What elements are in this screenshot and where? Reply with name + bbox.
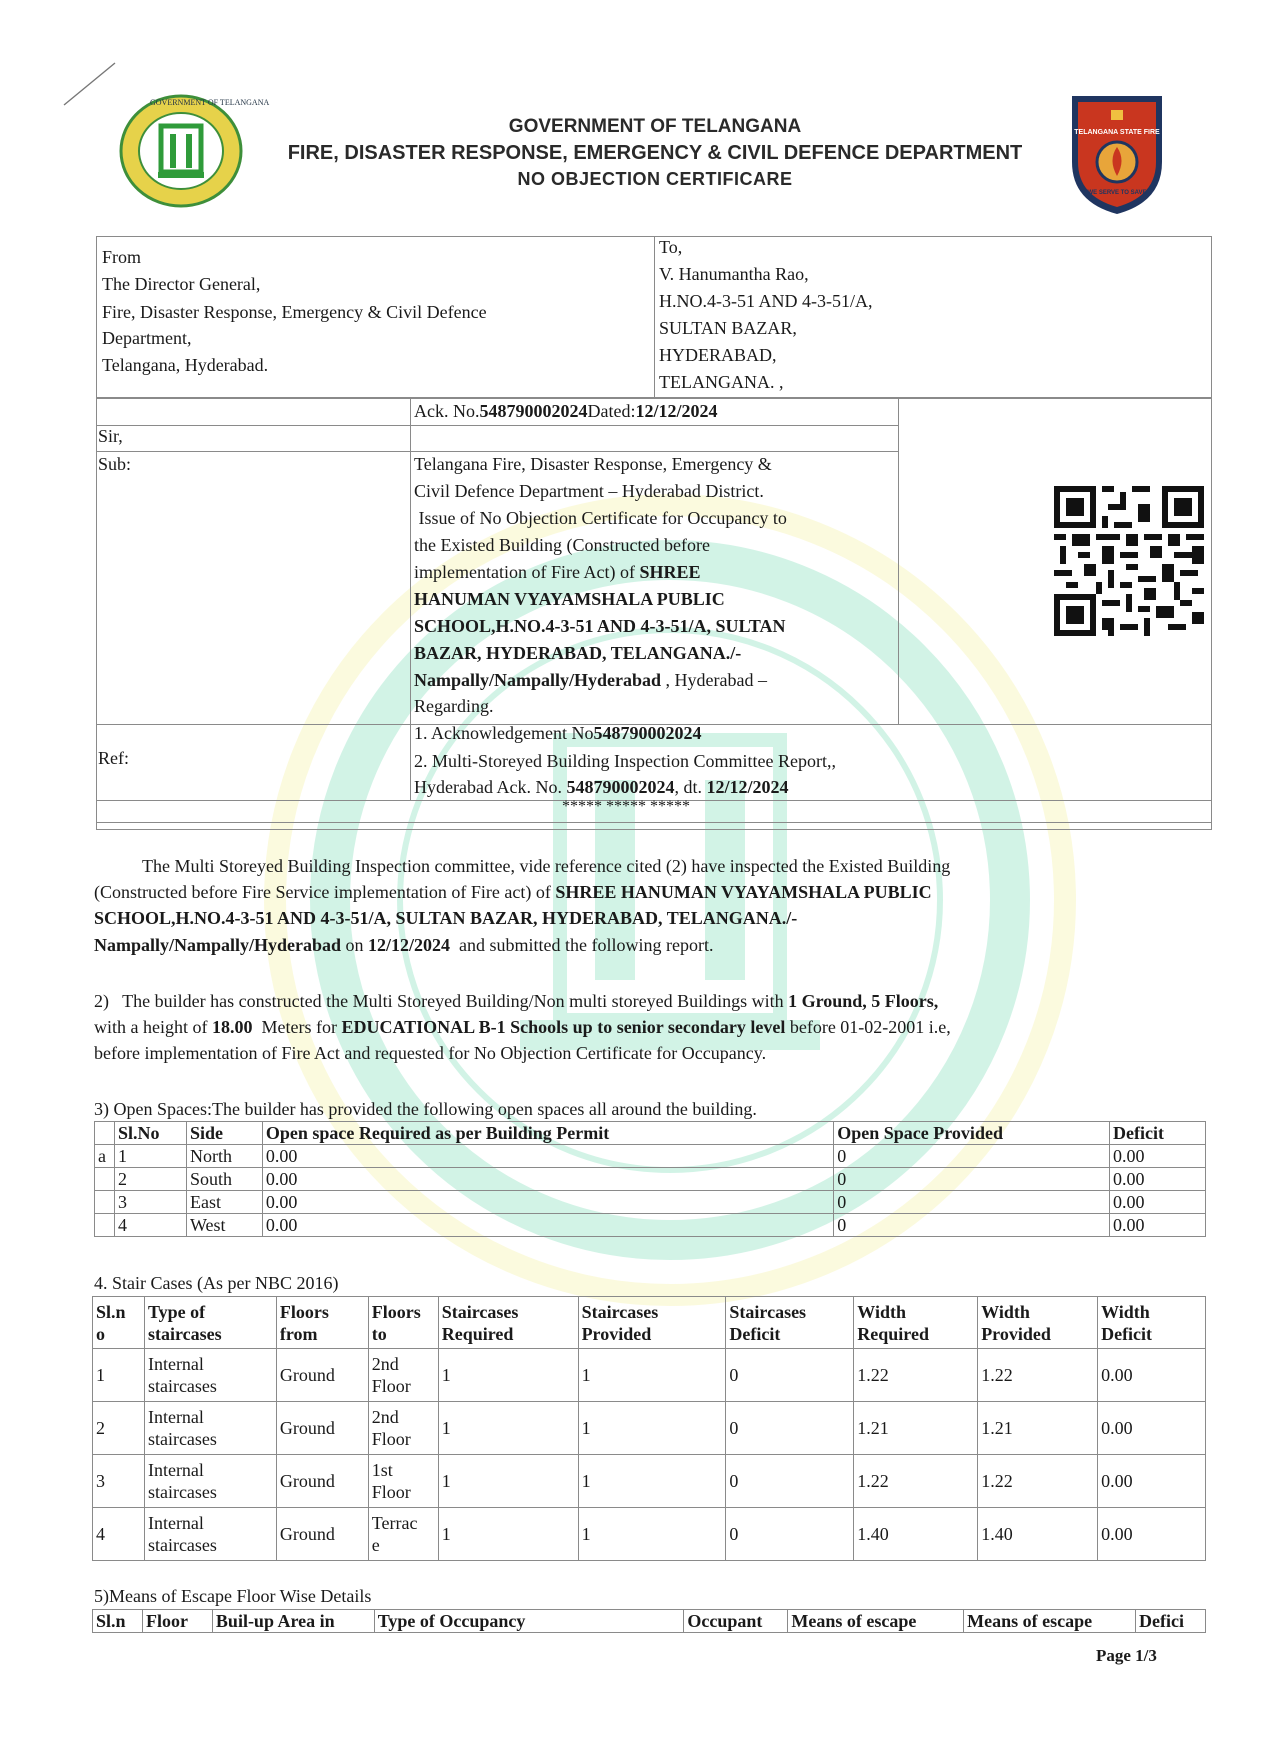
table-cell [276, 1402, 368, 1455]
header-cell: Floor [142, 1610, 212, 1633]
to-line-4: HYDERABAD, [659, 345, 777, 365]
table-cell: 0.00 [1110, 1214, 1206, 1237]
table-row [95, 1191, 1206, 1214]
cell-line: 1 [441, 1365, 451, 1385]
cell-line: 1 [96, 1365, 105, 1385]
left-emblem-text: GOVERNMENT OF TELANGANA [150, 98, 270, 107]
cell-line: 1.22 [981, 1471, 1013, 1491]
staircases-heading: 4. Stair Cases (As per NBC 2016) [94, 1273, 339, 1293]
escape-table [92, 1609, 1206, 1633]
table-cell: 0 [834, 1168, 1110, 1191]
header-cell [726, 1297, 854, 1349]
cell-line: 1.40 [981, 1524, 1013, 1544]
header-cell: Occupant [684, 1610, 788, 1633]
cell-line: 0 [729, 1471, 739, 1491]
cell-line: Ground [279, 1471, 335, 1491]
cell-line: 1 [441, 1524, 451, 1544]
table-cell: 0 [834, 1191, 1110, 1214]
header-cell: Means of escape [964, 1610, 1136, 1633]
table-cell [438, 1402, 578, 1455]
subject-line-7: Regarding. [414, 696, 494, 716]
table-cell: 2 [114, 1168, 186, 1191]
table-cell [726, 1349, 854, 1402]
cell-line: 1.21 [981, 1418, 1013, 1438]
cell-line: Required [857, 1323, 929, 1344]
table-cell [854, 1455, 978, 1508]
from-line-2: Fire, Disaster Response, Emergency & Civil Defence [102, 302, 487, 322]
certificate-title: NO OBJECTION CERTIFICARE [517, 169, 793, 189]
cell-line: o [96, 1323, 105, 1344]
from-line-1: The Director General, [102, 274, 261, 294]
table-cell [1098, 1349, 1206, 1402]
cell-line: Provided [981, 1323, 1051, 1344]
table-cell: North [186, 1145, 262, 1168]
table-cell [854, 1349, 978, 1402]
cell-line: 0.00 [1101, 1365, 1133, 1385]
table-cell [578, 1508, 726, 1561]
open-spaces-heading: 3) Open Spaces:The builder has provided the following open spaces all around the building. [94, 1099, 757, 1119]
header-cell [854, 1297, 978, 1349]
row-marker: a [95, 1145, 115, 1168]
cell-line: 1 [581, 1365, 591, 1385]
rule [96, 822, 1212, 823]
subject-line-3: Issue of No Objection Certificate for Occupancy to [414, 508, 787, 528]
subject-bold-2: SCHOOL,H.NO.4-3-51 AND 4-3-51/A, SULTAN [414, 616, 786, 636]
staircases-table [92, 1296, 1206, 1561]
cell-line: e [371, 1535, 380, 1555]
address-divider [654, 236, 655, 398]
subject-line-6: Nampally/Nampally/Hyderabad , Hyderabad – [414, 670, 767, 690]
ref-line-1: 1. Acknowledgement No548790002024 [414, 723, 702, 743]
header-cell: Deficit [1110, 1122, 1206, 1145]
table-cell [578, 1455, 726, 1508]
rule [96, 425, 898, 426]
table-cell [854, 1402, 978, 1455]
cell-line: Ground [279, 1418, 335, 1438]
cell-line: 1 [441, 1418, 451, 1438]
header-cell [368, 1297, 438, 1349]
cell-line: 1.40 [857, 1524, 889, 1544]
table-cell [144, 1455, 276, 1508]
cell-line: 2nd [371, 1354, 399, 1374]
cell-line: Ground [279, 1524, 335, 1544]
cell-line: staircases [147, 1323, 222, 1344]
table-cell [368, 1455, 438, 1508]
header-cell: Buil-up Area in [212, 1610, 374, 1633]
label-column-divider [410, 398, 411, 800]
separator-stars: ***** ***** ***** [562, 798, 690, 815]
cell-line: 2nd [371, 1407, 399, 1427]
header-cell: Defici [1135, 1610, 1205, 1633]
header-cell: Sl.No [114, 1122, 186, 1145]
cell-line: to [371, 1323, 387, 1344]
table-cell [276, 1349, 368, 1402]
header-cell: Type of Occupancy [374, 1610, 684, 1633]
para1-line-3: SCHOOL,H.NO.4-3-51 AND 4-3-51/A, SULTAN BAZAR, HYDERABAD, TELANGANA./- [94, 908, 798, 928]
cell-line: Staircases [441, 1301, 519, 1322]
cell-line: 3 [96, 1471, 105, 1491]
table-header-row [93, 1297, 1206, 1349]
open-spaces-table [94, 1121, 1206, 1237]
header-cell: Means of escape [788, 1610, 964, 1633]
cell-line: Deficit [729, 1323, 781, 1344]
department-title: FIRE, DISASTER RESPONSE, EMERGENCY & CIVIL DEFENCE DEPARTMENT [287, 142, 1023, 164]
cell-line: staircases [147, 1429, 217, 1449]
cell-line: from [279, 1323, 318, 1344]
to-label: To, [659, 237, 683, 257]
table-cell: 0.00 [262, 1214, 833, 1237]
table-cell [438, 1455, 578, 1508]
table-cell [726, 1508, 854, 1561]
header-cell [1098, 1297, 1206, 1349]
table-cell [978, 1455, 1098, 1508]
to-line-3: SULTAN BAZAR, [659, 318, 797, 338]
table-cell [276, 1455, 368, 1508]
cell-line: Internal [147, 1460, 204, 1480]
table-cell: 0.00 [1110, 1191, 1206, 1214]
cell-line: 0 [729, 1365, 739, 1385]
cell-line: Internal [147, 1407, 204, 1427]
subject-line-4: the Existed Building (Constructed before [414, 535, 710, 555]
table-cell [978, 1402, 1098, 1455]
subject-bold-1: HANUMAN VYAYAMSHALA PUBLIC [414, 589, 725, 609]
subject-line-5: implementation of Fire Act) of SHREE [414, 562, 701, 582]
table-cell: East [186, 1191, 262, 1214]
subject-line-2: Civil Defence Department – Hyderabad District. [414, 481, 764, 501]
row-marker [95, 1214, 115, 1237]
table-cell [1098, 1402, 1206, 1455]
para1-line-4: Nampally/Nampally/Hyderabad on 12/12/2024 and submitted the following report. [94, 935, 714, 955]
table-cell [978, 1349, 1098, 1402]
cell-line: Internal [147, 1354, 204, 1374]
table-header-row [93, 1610, 1206, 1633]
cell-line: 1st [371, 1460, 393, 1480]
cell-line: 1 [581, 1418, 591, 1438]
table-cell [578, 1402, 726, 1455]
cell-line: 1.22 [857, 1471, 889, 1491]
table-cell [978, 1508, 1098, 1561]
table-cell: 0.00 [262, 1168, 833, 1191]
header-cell: Sl.n [93, 1610, 143, 1633]
header-cell [276, 1297, 368, 1349]
para1-line-1: The Multi Storeyed Building Inspection committee, vide reference cited (2) have inspected the Existed Building [142, 856, 951, 876]
table-cell [438, 1508, 578, 1561]
cell-line: 2 [96, 1418, 105, 1438]
to-line-5: TELANGANA. , [659, 372, 784, 392]
table-cell [726, 1402, 854, 1455]
subject-line-1: Telangana Fire, Disaster Response, Emergency & [414, 454, 772, 474]
table-cell [368, 1508, 438, 1561]
table-row [93, 1508, 1206, 1561]
header-cell [93, 1297, 145, 1349]
cell-line: Width [857, 1301, 906, 1322]
cell-line: 1.21 [857, 1418, 889, 1438]
table-cell [368, 1349, 438, 1402]
table-cell [854, 1508, 978, 1561]
table-cell [368, 1402, 438, 1455]
para2-line-1: 2) The builder has constructed the Multi Storeyed Building/Non multi storeyed Buildings with 1 Ground, 5 Floors, [94, 991, 939, 1011]
cell-line: 1.22 [857, 1365, 889, 1385]
salutation: Sir, [98, 426, 123, 446]
ack-line: Ack. No.548790002024Dated:12/12/2024 [414, 401, 718, 421]
cell-line: Terrac [371, 1513, 418, 1533]
table-cell [726, 1455, 854, 1508]
header-cell [95, 1122, 115, 1145]
cell-line: Floor [371, 1429, 411, 1449]
table-header-row [95, 1122, 1206, 1145]
table-cell [578, 1349, 726, 1402]
cell-line: Required [441, 1323, 514, 1344]
header-cell: Side [186, 1122, 262, 1145]
cell-line: 1 [581, 1524, 591, 1544]
cell-line: Floors [371, 1301, 421, 1322]
letterhead [250, 114, 1060, 192]
cell-line: Floor [371, 1482, 411, 1502]
table-cell: 0 [834, 1145, 1110, 1168]
table-cell [93, 1455, 145, 1508]
table-row [95, 1214, 1206, 1237]
cell-line: 1 [441, 1471, 451, 1491]
cell-line: Width [981, 1301, 1030, 1322]
cell-line: Width [1101, 1301, 1150, 1322]
table-cell: 0.00 [262, 1145, 833, 1168]
cell-line: Provided [581, 1323, 652, 1344]
table-cell [1098, 1455, 1206, 1508]
from-line-3: Department, [102, 328, 192, 348]
cell-line: Staircases [581, 1301, 659, 1322]
row-marker [95, 1191, 115, 1214]
cell-line: 1.22 [981, 1365, 1013, 1385]
table-cell: West [186, 1214, 262, 1237]
table-row [95, 1168, 1206, 1191]
header-cell [978, 1297, 1098, 1349]
cell-line: 4 [96, 1524, 105, 1544]
header-cell [578, 1297, 726, 1349]
table-cell [93, 1508, 145, 1561]
header-cell [144, 1297, 276, 1349]
cell-line: staircases [147, 1482, 217, 1502]
row-marker [95, 1168, 115, 1191]
table-row [93, 1349, 1206, 1402]
table-cell [144, 1349, 276, 1402]
table-cell [93, 1349, 145, 1402]
cell-line: 0 [729, 1418, 739, 1438]
table-cell [438, 1349, 578, 1402]
para1-line-2: (Constructed before Fire Service implementation of Fire act) of SHREE HANUMAN VYAYAMSHALA PUBLIC [94, 882, 932, 902]
table-cell: South [186, 1168, 262, 1191]
para2-line-2: with a height of 18.00 Meters for EDUCATIONAL B-1 Schools up to senior secondary level before 01-02-2001 i.e, [94, 1017, 951, 1037]
escape-heading: 5)Means of Escape Floor Wise Details [94, 1586, 372, 1606]
table-cell [1098, 1508, 1206, 1561]
cell-line: 0.00 [1101, 1524, 1133, 1544]
table-cell [144, 1402, 276, 1455]
fire-badge-text: TELANGANA STATE FIRE [1074, 129, 1160, 136]
cell-line: 0 [729, 1524, 739, 1544]
table-row [93, 1402, 1206, 1455]
pen-mark [60, 60, 120, 110]
table-cell: 1 [114, 1145, 186, 1168]
ref-label: Ref: [98, 748, 129, 768]
cell-line: 1 [581, 1471, 591, 1491]
cell-line: staircases [147, 1535, 217, 1555]
cell-line: Ground [279, 1365, 335, 1385]
table-cell: 0.00 [1110, 1168, 1206, 1191]
subject-label: Sub: [98, 454, 132, 474]
table-cell: 4 [114, 1214, 186, 1237]
page-number: Page 1/3 [1096, 1646, 1157, 1665]
header-cell [438, 1297, 578, 1349]
qr-column-divider [898, 398, 899, 724]
cell-line: Type of [147, 1301, 206, 1322]
ref-line-3: Hyderabad Ack. No. 548790002024, dt. 12/12/2024 [414, 777, 789, 797]
cell-line: Sl.n [96, 1301, 126, 1322]
to-line-2: H.NO.4-3-51 AND 4-3-51/A, [659, 291, 873, 311]
table-cell [144, 1508, 276, 1561]
table-cell: 0.00 [1110, 1145, 1206, 1168]
table-cell: 0.00 [262, 1191, 833, 1214]
qr-code-icon [1054, 486, 1204, 636]
table-cell [276, 1508, 368, 1561]
subject-bold-3: BAZAR, HYDERABAD, TELANGANA./- [414, 643, 742, 663]
cell-line: Floors [279, 1301, 329, 1322]
fire-badge-motto: WE SERVE TO SAVE [1087, 190, 1147, 196]
cell-line: 0.00 [1101, 1418, 1133, 1438]
cell-line: staircases [147, 1376, 217, 1396]
header-cell: Open space Required as per Building Permit [262, 1122, 833, 1145]
gov-title: GOVERNMENT OF TELANGANA [508, 116, 802, 137]
cell-line: 0.00 [1101, 1471, 1133, 1491]
from-label: From [102, 247, 142, 267]
table-cell [93, 1402, 145, 1455]
table-cell: 3 [114, 1191, 186, 1214]
table-cell: 0 [834, 1214, 1110, 1237]
header-cell: Open Space Provided [834, 1122, 1110, 1145]
table-row [95, 1145, 1206, 1168]
fire-department-badge-icon [1066, 92, 1168, 216]
to-line-1: V. Hanumantha Rao, [659, 264, 809, 284]
cell-line: Deficit [1101, 1323, 1153, 1344]
para2-line-3: before implementation of Fire Act and requested for No Objection Certificate for Occupancy. [94, 1043, 767, 1063]
cell-line: Internal [147, 1513, 204, 1533]
telangana-emblem-icon [118, 94, 244, 208]
cell-line: Floor [371, 1376, 411, 1396]
ref-line-2: 2. Multi-Storeyed Building Inspection Committee Report,, [414, 751, 836, 771]
table-row [93, 1455, 1206, 1508]
cell-line: Staircases [729, 1301, 807, 1322]
from-line-4: Telangana, Hyderabad. [102, 355, 269, 375]
